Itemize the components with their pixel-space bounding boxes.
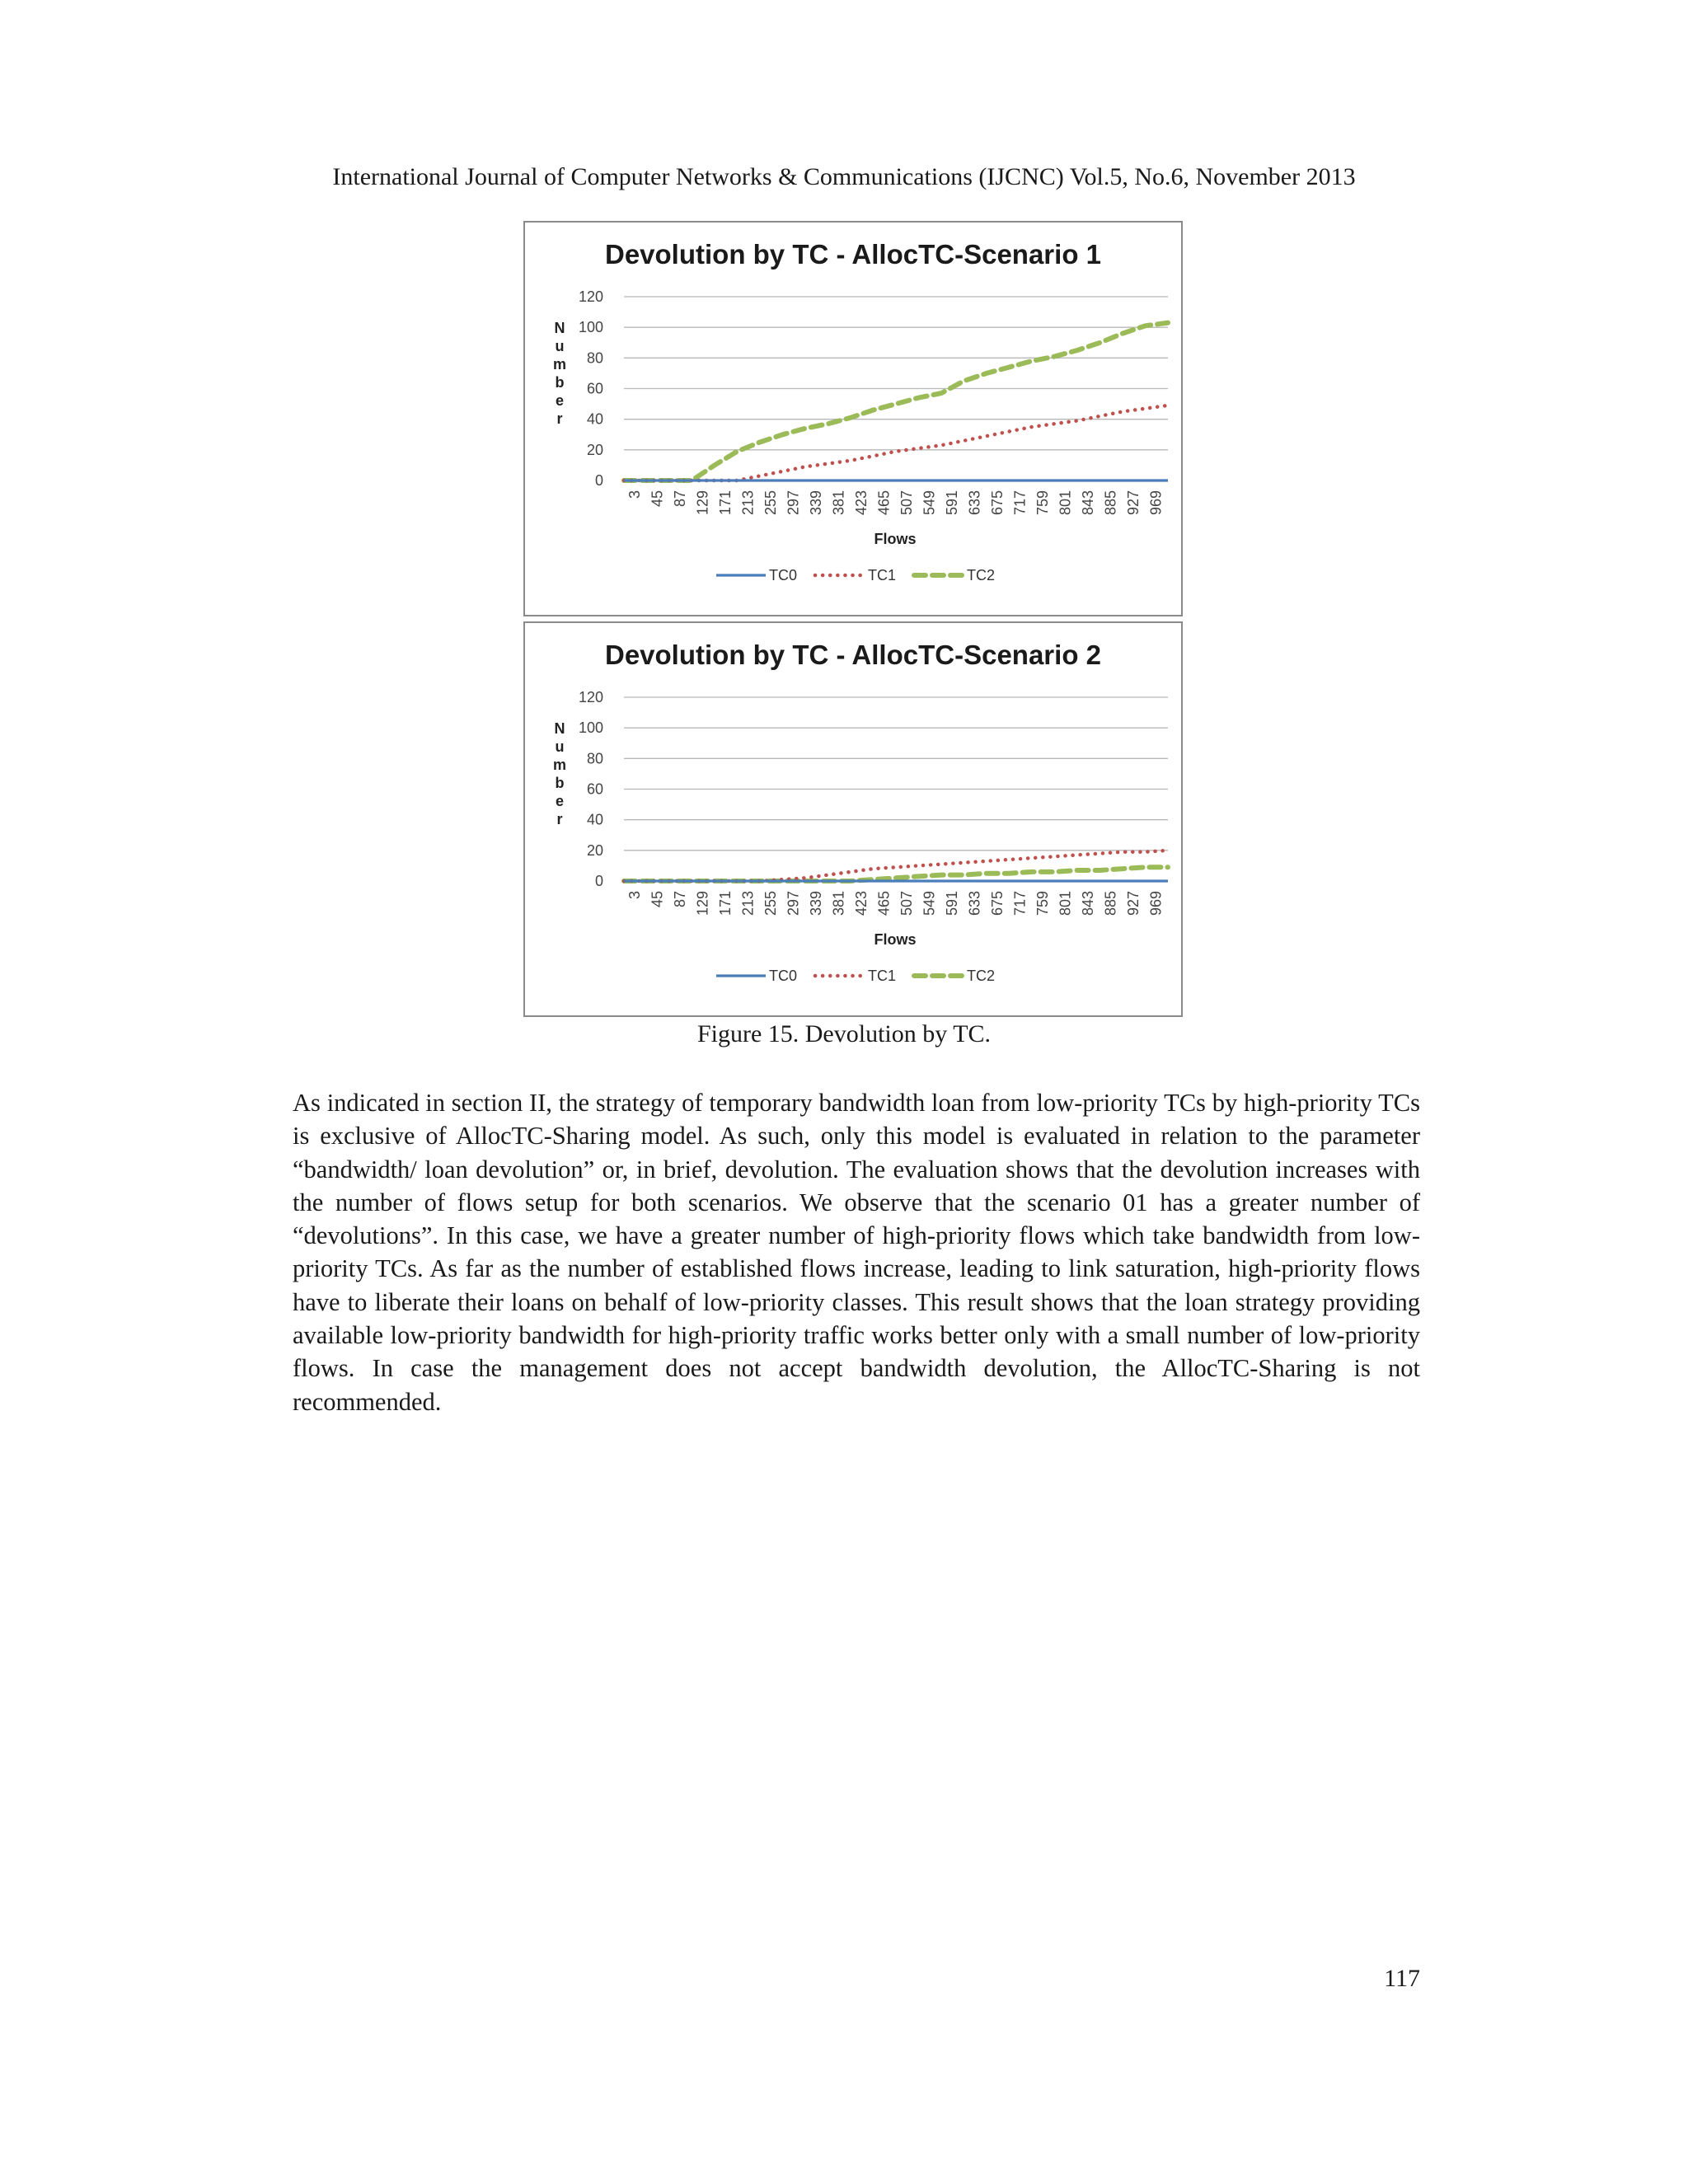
x-tick-label: 591 — [943, 891, 960, 916]
x-tick-label: 423 — [852, 891, 870, 916]
legend-label-tc1: TC1 — [868, 567, 897, 583]
x-tick-label: 591 — [943, 490, 960, 516]
y-axis-label-letter: u — [555, 738, 565, 755]
x-tick-label: 45 — [649, 891, 666, 908]
x-tick-label: 255 — [762, 891, 779, 916]
series-line-tc2 — [624, 323, 1168, 480]
x-tick-label: 3 — [626, 891, 643, 900]
y-tick-label: 100 — [578, 319, 603, 336]
x-tick-label: 507 — [898, 891, 915, 916]
x-tick-label: 885 — [1102, 891, 1119, 916]
x-tick-label: 507 — [898, 490, 915, 516]
x-tick-label: 843 — [1079, 891, 1096, 916]
x-axis-label: Flows — [874, 531, 917, 547]
x-tick-label: 885 — [1102, 490, 1119, 516]
y-axis-label-letter: N — [554, 320, 565, 336]
y-tick-label: 100 — [578, 719, 603, 737]
x-tick-label: 45 — [649, 490, 666, 508]
legend-label-tc0: TC0 — [769, 968, 798, 984]
y-axis-label-letter: u — [555, 338, 565, 354]
y-tick-label: 0 — [594, 873, 603, 889]
chart-scenario-1 — [523, 221, 1183, 616]
x-tick-label: 465 — [875, 891, 893, 916]
x-tick-label: 759 — [1034, 891, 1051, 916]
legend-label-tc2: TC2 — [967, 968, 996, 984]
x-tick-label: 717 — [1011, 490, 1029, 516]
x-tick-label: 3 — [626, 490, 643, 499]
x-tick-label: 675 — [988, 891, 1006, 916]
chart-title: Devolution by TC - AllocTC-Scenario 1 — [604, 239, 1102, 269]
y-tick-label: 120 — [578, 288, 603, 305]
x-tick-label: 633 — [966, 490, 983, 516]
x-tick-label: 213 — [739, 490, 757, 516]
journal-header: International Journal of Computer Networks & Communications (IJCNC) Vol.5, No.6, November 2013 — [332, 163, 1356, 190]
x-tick-label: 759 — [1034, 490, 1051, 516]
x-tick-label: 87 — [671, 891, 688, 908]
chart-title: Devolution by TC - AllocTC-Scenario 2 — [604, 640, 1102, 670]
x-tick-label: 717 — [1011, 891, 1029, 916]
y-tick-label: 0 — [594, 472, 603, 489]
x-tick-label: 423 — [852, 490, 870, 516]
series-line-tc2 — [624, 867, 1168, 881]
x-tick-label: 969 — [1147, 490, 1165, 516]
y-tick-label: 120 — [578, 689, 603, 705]
x-tick-label: 549 — [921, 490, 938, 516]
x-tick-label: 633 — [966, 891, 983, 916]
x-tick-label: 171 — [716, 891, 734, 916]
x-tick-label: 129 — [694, 891, 711, 916]
chart-scenario-2 — [523, 621, 1183, 1017]
y-tick-label: 80 — [586, 750, 603, 767]
y-tick-label: 40 — [586, 811, 603, 828]
x-tick-label: 927 — [1124, 490, 1142, 516]
x-tick-label: 339 — [807, 891, 824, 916]
legend-label-tc1: TC1 — [868, 968, 897, 984]
y-tick-label: 40 — [586, 410, 603, 428]
y-tick-label: 60 — [586, 780, 603, 798]
y-tick-label: 20 — [586, 441, 603, 458]
y-axis-label-letter: r — [556, 410, 563, 427]
chart-scenario-1-svg — [525, 223, 1181, 615]
x-tick-label: 255 — [762, 490, 779, 516]
x-tick-label: 927 — [1124, 891, 1142, 916]
x-tick-label: 549 — [921, 891, 938, 916]
x-tick-label: 171 — [716, 490, 734, 516]
x-tick-label: 339 — [807, 490, 824, 516]
y-axis-label-letter: m — [552, 356, 567, 373]
page-number: 117 — [1384, 1965, 1420, 1992]
y-axis-label-letter: N — [554, 720, 565, 737]
x-tick-label: 969 — [1147, 891, 1165, 916]
x-tick-label: 801 — [1057, 490, 1074, 516]
y-axis-label-letter: m — [552, 757, 567, 773]
figure-caption: Figure 15. Devolution by TC. — [696, 1020, 992, 1047]
x-tick-label: 675 — [988, 490, 1006, 516]
x-tick-label: 87 — [671, 490, 688, 508]
y-axis-label-letter: b — [555, 775, 565, 791]
y-axis-label-letter: e — [555, 392, 565, 409]
legend-label-tc0: TC0 — [769, 567, 798, 583]
x-tick-label: 129 — [694, 490, 711, 516]
y-axis-label-letter: e — [555, 793, 565, 809]
y-axis-label-letter: b — [555, 374, 565, 391]
y-tick-label: 20 — [586, 841, 603, 859]
x-tick-label: 213 — [739, 891, 757, 916]
body-paragraph: As indicated in section II, the strategy of temporary bandwidth loan from low-priority TCs by high-priority TCs is exclusive of AllocTC-Sharing model. As such, only this model is evaluated in relation to the parameter “bandwidth/ loan devolution” or, in brief, devolution. The evaluation shows that the devolution increases with the number of flows setup for both scenarios. We observe that the scenario 01 has a greater number of “devolutions”. In this case, we have a greater number of high-priority flows which take bandwidth from low-priority TCs. As far as the number of established flows increase, leading to link saturation, high-priority flows have to liberate their loans on behalf of low-priority classes. This result shows that the loan strategy providing available low-priority bandwidth for high-priority traffic works better only with a small number of low-priority flows. In case the management does not accept bandwidth devolution, the AllocTC-Sharing is not recommended. — [293, 1089, 1420, 1416]
chart-scenario-2-svg — [525, 623, 1181, 1015]
y-tick-label: 80 — [586, 349, 603, 367]
x-tick-label: 801 — [1057, 891, 1074, 916]
x-tick-label: 381 — [830, 490, 847, 516]
x-tick-label: 465 — [875, 490, 893, 516]
x-tick-label: 381 — [830, 891, 847, 916]
x-tick-label: 297 — [785, 490, 802, 516]
x-tick-label: 843 — [1079, 490, 1096, 516]
y-tick-label: 60 — [586, 380, 603, 397]
x-tick-label: 297 — [785, 891, 802, 916]
y-axis-label-letter: r — [556, 811, 563, 827]
x-axis-label: Flows — [874, 931, 917, 948]
legend-label-tc2: TC2 — [967, 567, 996, 583]
